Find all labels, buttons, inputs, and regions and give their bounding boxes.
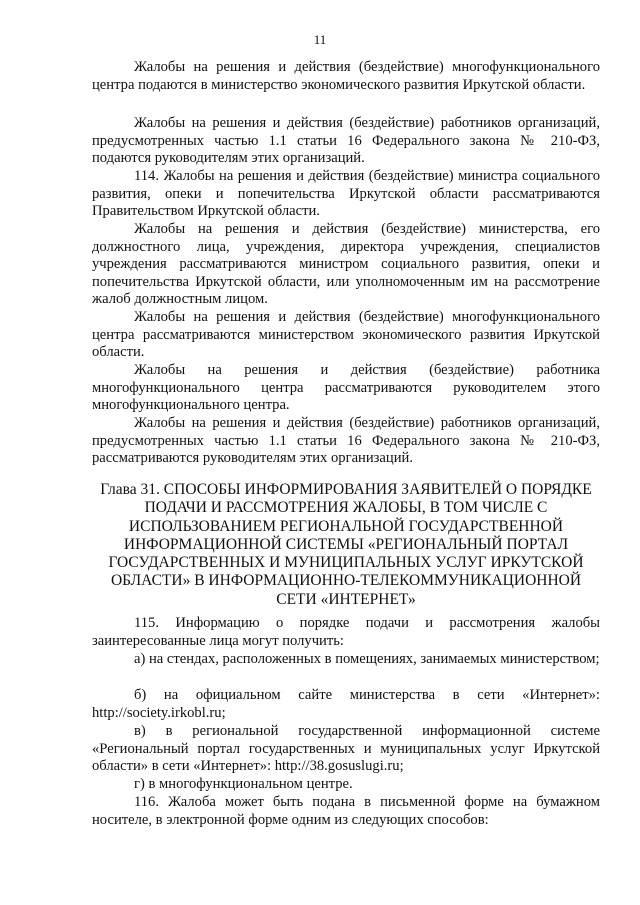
page-number: 11: [313, 32, 327, 47]
chapter-heading: Глава 31. СПОСОБЫ ИНФОРМИРОВАНИЯ ЗАЯВИТЕЛЕЙ О ПОРЯДКЕ ПОДАЧИ И РАССМОТРЕНИЯ ЖАЛОБЫ, В ТОМ ЧИСЛЕ С ИСПОЛЬЗОВАНИЕМ РЕГИОНАЛЬНОЙ ГОСУДАРСТВЕННОЙ ИНФОРМАЦИОННОЙ СИСТЕМЫ «РЕГИОНАЛЬНЫЙ ПОРТАЛ ГОСУДАРСТВЕННЫХ И МУНИЦИПАЛЬНЫХ УСЛУГ ИРКУТСКОЙ ОБЛАСТИ» В ИНФОРМАЦИОННО-ТЕЛЕКОММУНИКАЦИОННОЙ СЕТИ «ИНТЕРНЕТ»: [100, 481, 592, 608]
paragraph-organizations-complaints-submission: Жалобы на решения и действия (бездействие) работников организаций, предусмотренных частью 1.1 статьи 16 Федерального закона № 210-ФЗ, подаются руководителям этих организаций.: [92, 115, 600, 167]
list-item-v-portal: в) в региональной государственной информационной системе «Региональный портал государственных и муниципальных услуг Иркутской области» в сети «Интернет»: http://38.gosuslugi.ru;: [92, 723, 600, 775]
paragraph-mfc-complaints-submission: Жалобы на решения и действия (бездействие) многофункционального центра подаются в министерство экономического развития Иркутской области.: [92, 59, 600, 93]
paragraph-mfc-complaints-review: Жалобы на решения и действия (бездействие) многофункционального центра рассматриваются министерством экономического развития Иркутской области.: [92, 309, 600, 361]
list-item-b-website: б) на официальном сайте министерства в сети «Интернет»: http://society.irkobl.ru;: [92, 687, 600, 721]
list-item-g-mfc: г) в многофункциональном центре.: [134, 776, 353, 792]
paragraph-114-minister-complaints: 114. Жалобы на решения и действия (бездействие) министра социального развития, опеки и попечительства Иркутской области рассматриваются Правительством Иркутской области.: [92, 168, 600, 220]
paragraph-115-information: 115. Информацию о порядке подачи и рассмотрения жалобы заинтересованные лица могут получить:: [92, 615, 600, 649]
paragraph-116-submission-methods: 116. Жалоба может быть подана в письменной форме на бумажном носителе, в электронной форме одним из следующих способов:: [92, 794, 600, 828]
paragraph-organizations-complaints-review: Жалобы на решения и действия (бездействие) работников организаций, предусмотренных частью 1.1 статьи 16 Федерального закона № 210-ФЗ, рассматриваются руководителям этих организаций.: [92, 415, 600, 467]
list-item-a-stands: а) на стендах, расположенных в помещениях, занимаемых министерством;: [134, 651, 600, 667]
paragraph-ministry-complaints-review: Жалобы на решения и действия (бездействие) министерства, его должностного лица, учреждения, директора учреждения, специалистов учреждения рассматриваются министром социального развития, опеки и попечительства Иркутской области, или уполномоченным им на рассмотрение жалоб должностным лицом.: [92, 221, 600, 308]
paragraph-mfc-worker-complaints-review: Жалобы на решения и действия (бездействие) работника многофункционального центра рассматриваются руководителем этого многофункционального центра.: [92, 362, 600, 414]
